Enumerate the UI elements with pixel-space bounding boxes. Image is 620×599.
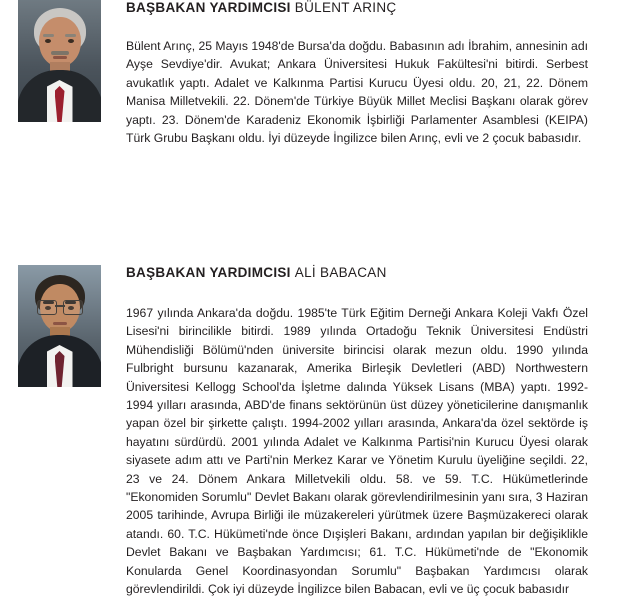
profile-title	[126, 265, 602, 280]
text-column	[101, 265, 620, 599]
profile-name: ALİ BABACAN	[294, 265, 387, 280]
profile-role: BAŞBAKAN YARDIMCISI	[126, 0, 291, 15]
eye-left	[45, 39, 51, 43]
profile-biography: Bülent Arınç, 25 Mayıs 1948'de Bursa'da doğdu. Babasının adı İbrahim, annesinin adı Ayşe Sevdiye'dir. Avukat; Ankara Üniversitesi Hukuk Fakültesi'ni bitirdi. Serbest avukatlık yaptı. Adalet ve Kalkınma Partisi Kurucu Üyesi oldu. 20, 21, 22. Dönem Manisa Milletvekili. 22. Dönem'de Türkiye Büyük Millet Meclisi Başkanı olarak görev yaptı. 23. Dönem'de Karadeniz Ekonomik İşbirliği Parlamenter Asamblesi (KEIPA) Türk Grubu Başkanı oldu. İyi düzeyde İngilizce bilen Arınç, evli ve 2 çocuk babasıdır.	[126, 39, 588, 146]
eyeglasses-shape	[36, 300, 84, 314]
portrait-photo-2	[18, 265, 101, 387]
photo-container	[0, 0, 101, 122]
text-column	[101, 0, 620, 147]
moustache-shape	[51, 51, 69, 55]
profile-entry	[0, 265, 620, 599]
eye-right	[68, 39, 74, 43]
photo-container	[0, 265, 101, 387]
profile-role: BAŞBAKAN YARDIMCISI	[126, 265, 291, 280]
eyebrow-right	[65, 34, 76, 37]
portrait-photo-1	[18, 0, 101, 122]
eyebrow-left	[43, 34, 54, 37]
profile-name: BÜLENT ARINÇ	[294, 0, 397, 15]
profile-title	[126, 0, 602, 15]
mouth-shape	[53, 322, 67, 325]
profile-entry	[0, 0, 620, 147]
mouth-shape	[53, 56, 67, 59]
profile-biography: 1967 yılında Ankara'da doğdu. 1985'te Türk Eğitim Derneği Ankara Koleji Vakfı Özel Lisesi'ni birincilikle bitirdi. 1989 yılında Ortadoğu Teknik Üniversitesi Endüstri Mühendisliği Bölümü'nden üniversite birincisi olarak mezun oldu. 1990 yılında Fulbright bursunu kazanarak, Amerika Birleşik Devletleri (ABD) Northwestern Üniversitesi Kellogg School'da İşletme dalında Yüksek Lisans (MBA) yaptı. 1992-1994 yılları arasında, ABD'de finans sektörünün üst düzey yöneticilerine danışmanlık yapan özel bir şirkette çalıştı. 1994-2002 yılları arasında, Ankara'da özel sektörde iş hayatını sürdürdü. 2001 yılında Adalet ve Kalkınma Partisi'nin Kurucu Üyesi olarak siyasete adım attı ve Parti'nin Merkez Karar ve Yönetim Kurulu üyeliğine seçildi. 22, 23 ve 24. Dönem Ankara Milletvekili oldu. 58. ve 59. T.C. Hükümetlerinde "Ekonomiden Sorumlu" Devlet Bakanı olarak görevlendirilmesinin yanı sıra, 3 Haziran 2005 tarihinde, Avrupa Birliği ile müzakereleri yürütmek üzere Başmüzakereci olarak atandı. 60. T.C. Hükümeti'nde önce Dışişleri Bakanı, ardından yapılan bir değişiklikle Devlet Bakanı ve Başbakan Yardımcısı; 61. T.C. Hükümeti'nde de "Ekonomik Konularda Genel Koordinasyondan Sorumlu" Başbakan Yardımcısı olarak görevlendirildi. Çok iyi düzeyde İngilizce bilen Babacan, evli ve üç çocuk babasıdır	[126, 306, 588, 597]
